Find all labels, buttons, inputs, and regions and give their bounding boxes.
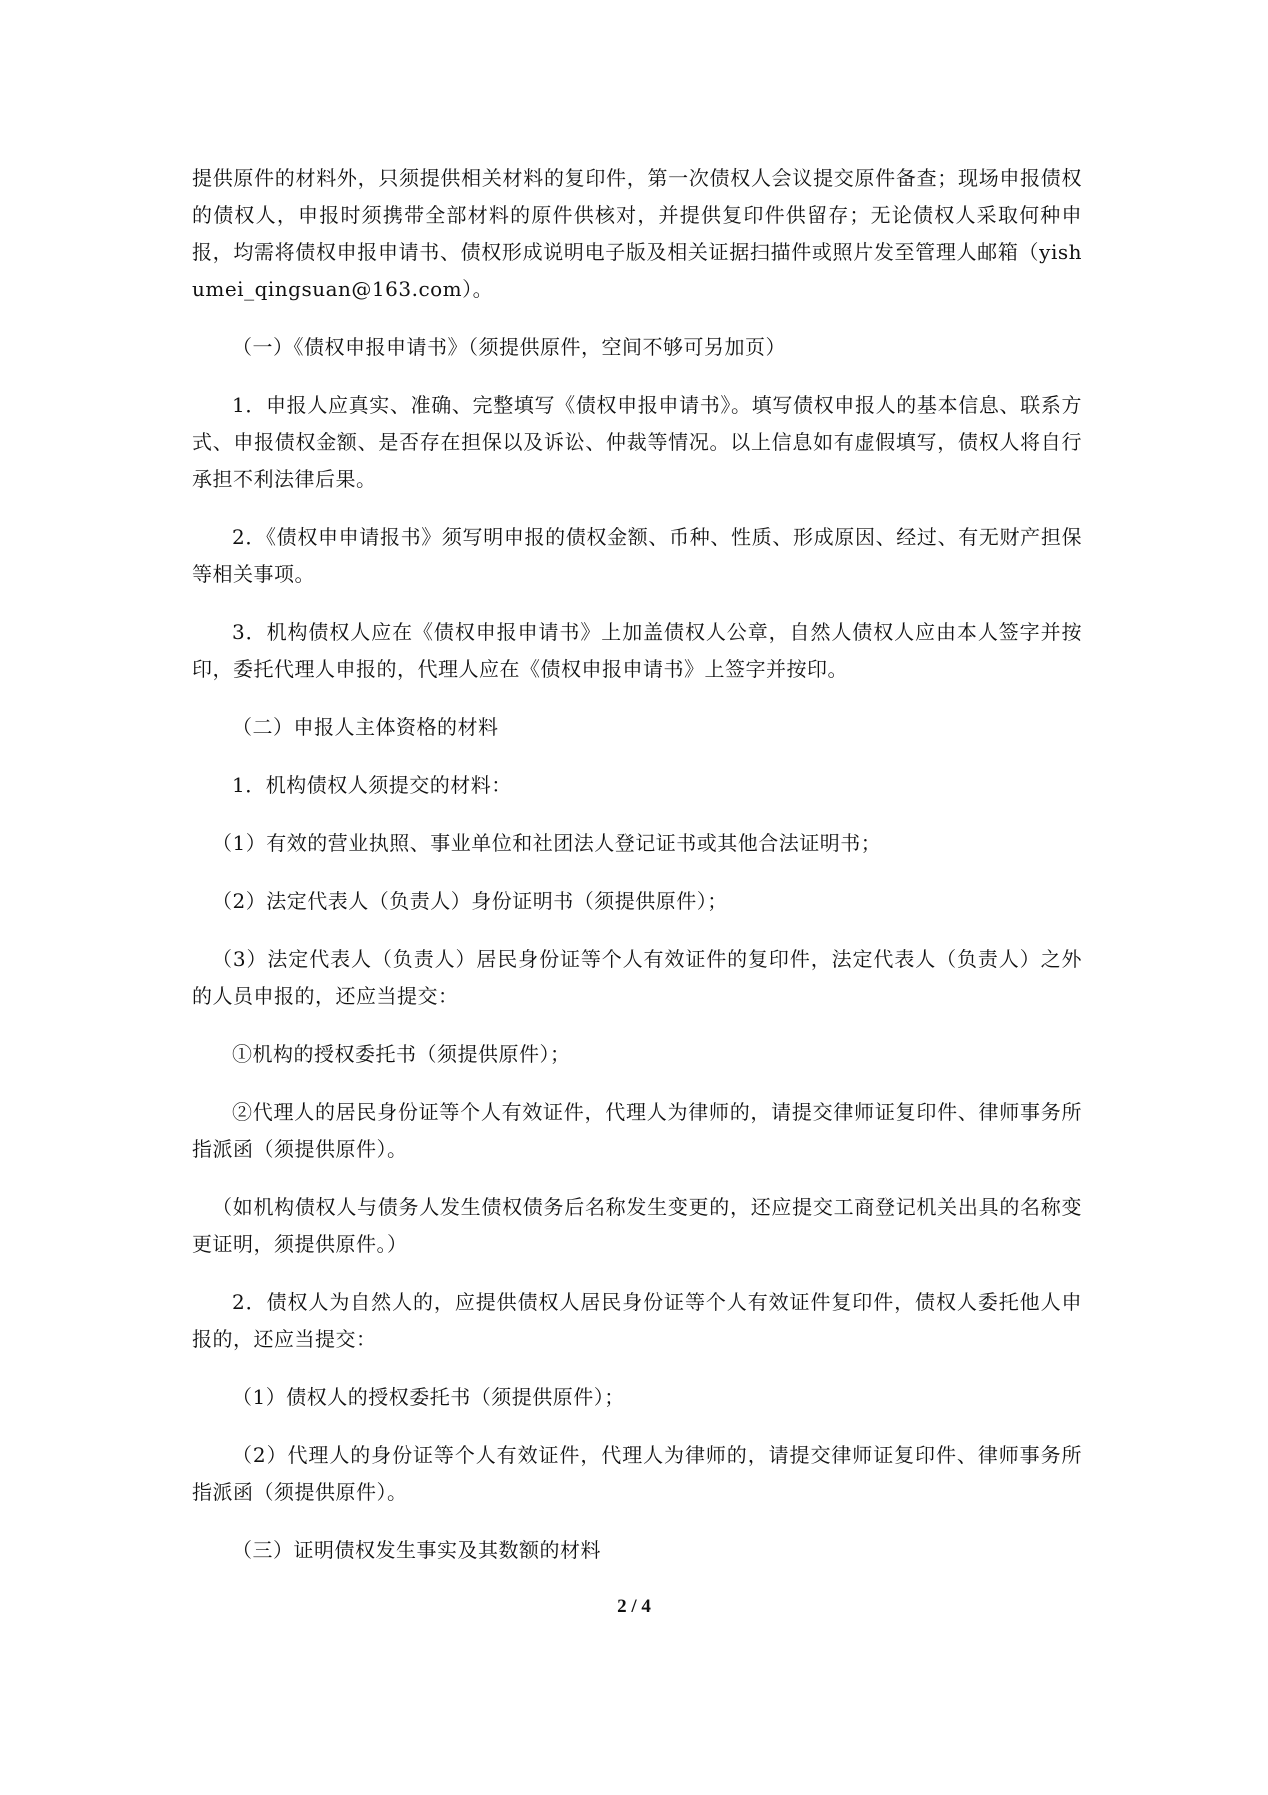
list-item-3: （3）法定代表人（负责人）居民身份证等个人有效证件的复印件，法定代表人（负责人）之外的人员申报的，还应当提交：	[192, 947, 1082, 1008]
paragraph-item-2: 2．《债权申申请报书》须写明申报的债权金额、币种、性质、形成原因、经过、有无财产担保等相关事项。	[192, 525, 1082, 586]
paragraph-submission-methods: 提供原件的材料外，只须提供相关材料的复印件，第一次债权人会议提交原件备查；现场申报债权的债权人，申报时须携带全部材料的原件供核对，并提供复印件供留存；无论债权人采取何种申报，均需将债权申报申请书、债权形成说明电子版及相关证据扫描件或照片发至管理人邮箱（yishumei_qingsuan@163.com）。	[192, 166, 1082, 301]
paragraph-natural-person: 2．债权人为自然人的，应提供债权人居民身份证等个人有效证件复印件，债权人委托他人申报的，还应当提交：	[192, 1290, 1082, 1351]
list-item-1: （1）有效的营业执照、事业单位和社团法人登记证书或其他合法证明书；	[212, 831, 882, 855]
document-body	[192, 160, 1082, 1590]
paragraph-institution-materials: 1．机构债权人须提交的材料：	[232, 773, 512, 797]
paragraph-item-1: 1．申报人应真实、准确、完整填写《债权申报申请书》。填写债权申报人的基本信息、联系方式、申报债权金额、是否存在担保以及诉讼、仲裁等情况。以上信息如有虚假填写，债权人将自行承担不利法律后果。	[192, 393, 1082, 491]
list-item-natural-2: （2）代理人的身份证等个人有效证件，代理人为律师的，请提交律师证复印件、律师事务所指派函（须提供原件）。	[192, 1443, 1082, 1504]
heading-section-2: （二）申报人主体资格的材料	[232, 715, 499, 739]
note-name-change: （如机构债权人与债务人发生债权债务后名称发生变更的，还应提交工商登记机关出具的名称变更证明，须提供原件。）	[192, 1195, 1082, 1256]
paragraph-item-3: 3．机构债权人应在《债权申报申请书》上加盖债权人公章，自然人债权人应由本人签字并按印，委托代理人申报的，代理人应在《债权申报申请书》上签字并按印。	[192, 620, 1082, 681]
heading-section-3: （三）证明债权发生事实及其数额的材料	[232, 1538, 601, 1562]
sub-item-circled-1: ①机构的授权委托书（须提供原件）；	[232, 1042, 571, 1066]
heading-section-1: （一）《债权申报申请书》（须提供原件，空间不够可另加页）	[232, 335, 786, 359]
list-item-natural-1: （1）债权人的授权委托书（须提供原件）；	[232, 1385, 625, 1409]
sub-item-circled-2: ②代理人的居民身份证等个人有效证件，代理人为律师的，请提交律师证复印件、律师事务所指派函（须提供原件）。	[192, 1100, 1082, 1161]
list-item-2: （2）法定代表人（负责人）身份证明书（须提供原件）；	[212, 889, 728, 913]
page-number: 2 / 4	[617, 1596, 651, 1617]
